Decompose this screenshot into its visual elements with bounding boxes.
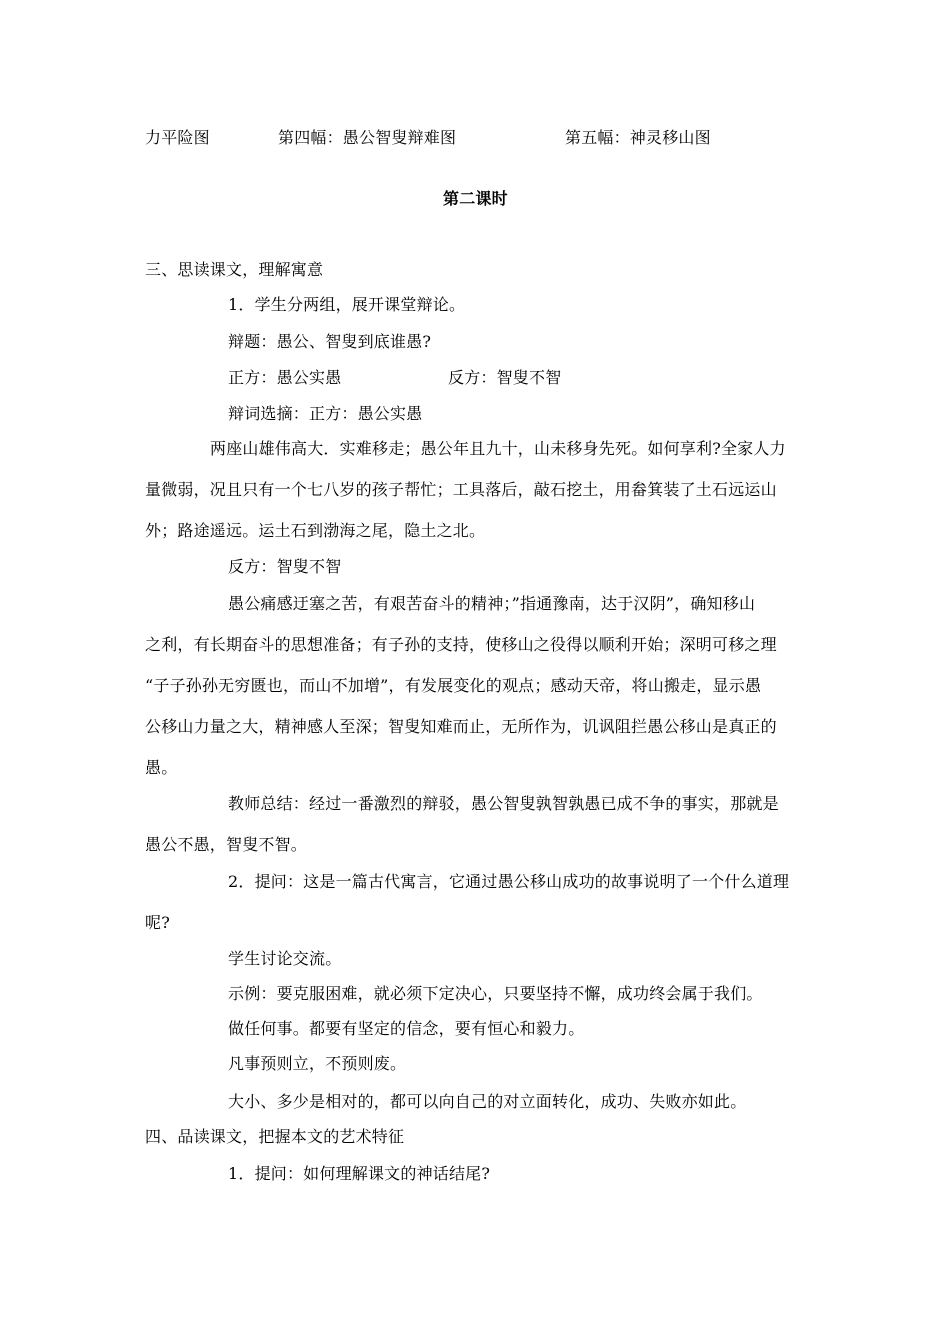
debate-topic: 辩题：愚公、智叟到底谁愚? <box>228 332 432 351</box>
example-line: 示例：要克服困难，就必须下定决心，只要坚持不懈，成功终会属于我们。 <box>228 984 763 1003</box>
con-para-line: 愚公痛感迂塞之苦，有艰苦奋斗的精神；”指通豫南，达于汉阴”，确知移山 <box>228 594 756 613</box>
pro-side: 正方：愚公实愚 <box>228 368 342 387</box>
con-para-line: 愚。 <box>145 758 178 777</box>
heading-4: 四、品读课文，把握本文的艺术特征 <box>145 1127 405 1146</box>
con-label: 反方：智叟不智 <box>228 557 342 576</box>
summary-line: 愚公不愚，智叟不智。 <box>145 835 308 854</box>
discussion: 学生讨论交流。 <box>228 949 342 968</box>
example-line: 凡事预则立，不预则废。 <box>228 1054 407 1073</box>
con-side: 反方：智叟不智 <box>448 368 562 387</box>
top-row-col2: 第四幅：愚公智叟辩难图 <box>278 128 457 147</box>
heading-3: 三、思读课文，理解寓意 <box>145 260 324 279</box>
example-line: 做任何事。都要有坚定的信念，要有恒心和毅力。 <box>228 1019 585 1038</box>
item-1: 1．学生分两组，展开课堂辩论。 <box>228 295 466 314</box>
item-4-1: 1．提问：如何理解课文的神话结尾? <box>228 1164 491 1183</box>
excerpt-pro-label: 辩词选摘：正方：愚公实愚 <box>228 404 423 423</box>
example-line: 大小、多少是相对的，都可以向自己的对立面转化，成功、失败亦如此。 <box>228 1092 747 1111</box>
summary-line: 教师总结：经过一番激烈的辩驳，愚公智叟孰智孰愚已成不争的事实，那就是 <box>228 794 779 813</box>
pro-para-line: 两座山雄伟高大．实难移走；愚公年且九十，山未移身先死。如何享利?全家人力 <box>210 439 786 458</box>
pro-para-line: 外；路途遥远。运土石到渤海之尾，隐土之北。 <box>145 521 486 540</box>
con-para-line: 之利，有长期奋斗的思想准备；有子孙的支持，使移山之役得以顺利开始；深明可移之理 <box>145 635 777 654</box>
item-2-line: 2．提问：这是一篇古代寓言，它通过愚公移山成功的故事说明了一个什么道理 <box>228 872 790 891</box>
top-row-col3: 第五幅：神灵移山图 <box>565 128 711 147</box>
section-title: 第二课时 <box>443 189 508 208</box>
top-row-col1: 力平险图 <box>145 128 210 147</box>
con-para-line: “子子孙孙无穷匮也，而山不加增”，有发展变化的观点；感动天帝，将山搬走，显示愚 <box>145 676 762 695</box>
pro-para-line: 量微弱，况且只有一个七八岁的孩子帮忙；工具落后，敲石挖土，用畚箕装了土石远运山 <box>145 480 777 499</box>
con-para-line: 公移山力量之大，精神感人至深；智叟知难而止，无所作为，讥讽阻拦愚公移山是真正的 <box>145 717 777 736</box>
item-2-line: 呢? <box>145 913 170 932</box>
